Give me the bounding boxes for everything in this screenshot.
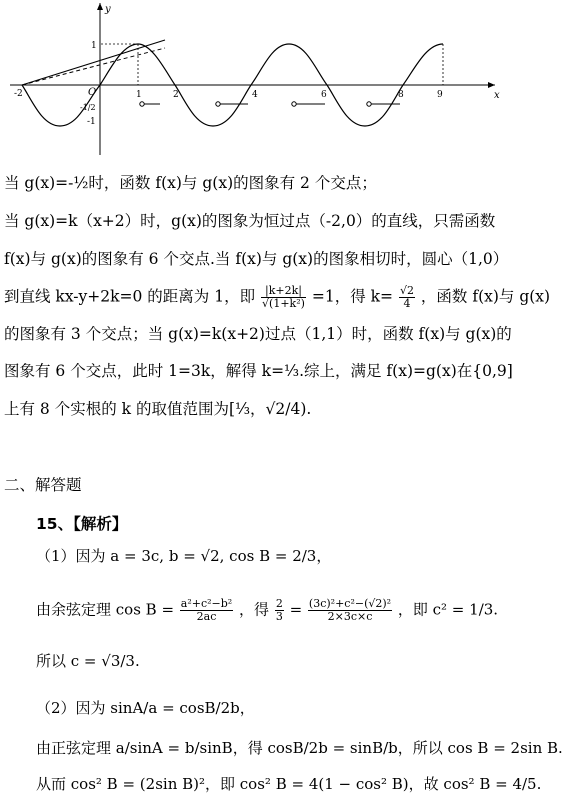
solution-line: （1）因为 a = 3c, b = √2, cos B = 2/3，: [36, 547, 332, 565]
x-tick-label: 9: [437, 90, 443, 100]
text-line: 当 g(x)=-½时，函数 f(x)与 g(x)的图象有 2 个交点；: [4, 174, 377, 192]
x-tick-label: 6: [321, 90, 327, 100]
x-tick-label: -2: [14, 89, 23, 99]
solution-line: （2）因为 sinA/a = cosB/2b，: [36, 699, 255, 717]
text-segment: 到直线 kx-y+2k=0 的距离为 1，即: [4, 287, 256, 306]
k-fraction: $\frac{√2}{4}$: [399, 284, 414, 310]
distance-fraction: $\frac{|k+2k|}{\text{√(1+k²)}}$: [262, 284, 305, 310]
line-g-dashed: [22, 48, 165, 85]
x-tick-label: 1: [136, 90, 142, 100]
x-axis-arrow: [488, 82, 495, 88]
y-tick-label: -1/2: [80, 103, 96, 112]
text-segment: ，即 c² = 1/3.: [397, 600, 499, 619]
y-tick-label: 1: [91, 41, 97, 51]
substitution-fraction: $\frac{\text{(3c)²+c²−(√2)²}}{2\times 3c\times c}$: [308, 597, 392, 623]
question-title: 15、【解析】: [36, 515, 128, 533]
text-line: 的图象有 3 个交点；当 g(x)=k(x+2)过点（1,1）时，函数 f(x)与 g(x)的: [4, 325, 512, 343]
two-thirds-fraction: $\frac{2}{3}$: [275, 597, 283, 623]
open-point: [140, 102, 144, 106]
open-point: [292, 102, 296, 106]
section-title: 二、解答题: [4, 476, 82, 494]
text-segment: ，函数 f(x)与 g(x): [420, 287, 551, 306]
text-line: 图象有 6 个交点，此时 1=3k，解得 k=⅓.综上，满足 f(x)=g(x)在{0,9]: [4, 362, 513, 380]
text-segment: =1，得 k=: [311, 287, 394, 306]
y-axis-arrow: [97, 3, 103, 10]
open-point: [367, 102, 371, 106]
y-tick-label: -1: [87, 117, 96, 127]
text-line: [4, 285, 550, 310]
text-line: f(x)与 g(x)的图象有 6 个交点.当 f(x)与 g(x)的图象相切时，圆心（1,0）: [4, 250, 509, 268]
solution-line: 从而 cos² B = (2sin B)²，即 cos² B = 4(1 − cos² B)，故 cos² B = 4/5.: [36, 775, 542, 793]
function-graph: [0, 0, 532, 160]
cosine-law-fraction: $\frac{\text{a²+c²−b²}}{2ac}$: [180, 597, 233, 623]
solution-line: 由正弦定理 a/sinA = b/sinB，得 cosB/2b = sinB/b，所以 cos B = 2sin B.: [36, 739, 563, 757]
solution-line: 所以 c = √3/3.: [36, 652, 140, 670]
solution-line: 由余弦定理 cos B = $\frac{\text{a²+c²−b²}}{2ac}$ ，得 $\frac{2}{3}$ = $\frac{\text{(3c)²+c²−(√2)²}}{2\times 3c\times c}$ ，即 c² = 1/3.: [36, 597, 499, 623]
text-line: 当 g(x)=k（x+2）时，g(x)的图象为恒过点（-2,0）的直线，只需函数: [4, 212, 496, 230]
x-tick-label: 2: [173, 90, 179, 100]
open-point: [216, 102, 220, 106]
y-axis-label: y: [105, 4, 111, 15]
x-tick-label: 4: [252, 90, 258, 100]
text-line: 上有 8 个实根的 k 的取值范围为[⅓，√2/4).: [4, 400, 312, 418]
text-segment: ，得: [239, 600, 270, 619]
origin-label: O: [88, 87, 97, 98]
x-axis-label: x: [494, 90, 500, 101]
x-tick-label: 8: [398, 90, 404, 100]
text-segment: 由余弦定理 cos B =: [36, 600, 179, 619]
